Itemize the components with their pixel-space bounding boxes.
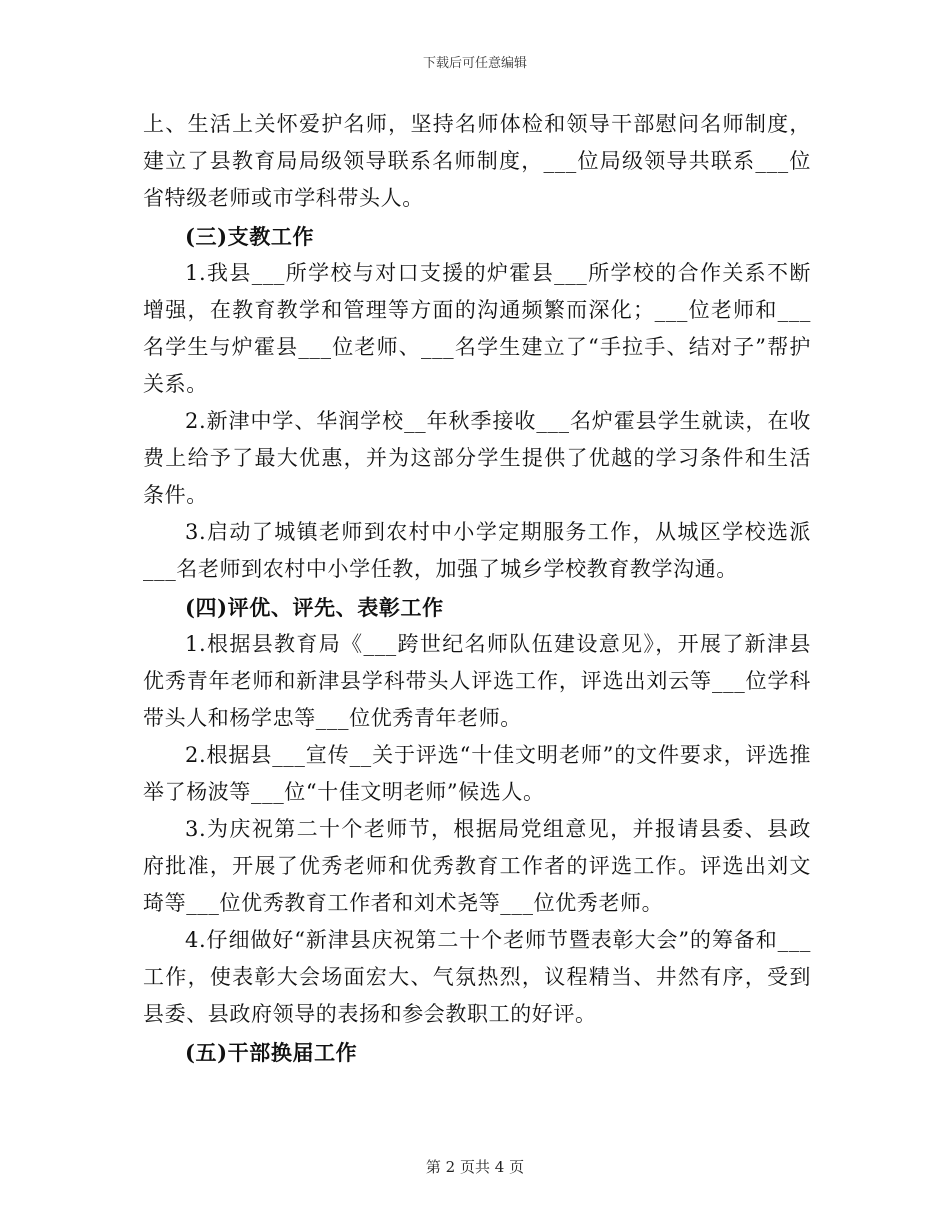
section-heading: (三)支教工作 — [185, 224, 315, 249]
paragraph: 2.新津中学、华润学校__年秋季接收___名炉霍县学生就读，在收费上给予了最大优惠，并为这部分学生提供了优越的学习条件和生活条件。 — [143, 409, 811, 507]
paragraph: 3.为庆祝第二十个老师节，根据局党组意见，并报请县委、县政府批准，开展了优秀老师和优秀教育工作者的评选工作。评选出刘文琦等___位优秀教育工作者和刘术尧等___位优秀老师。 — [143, 817, 811, 915]
document-body — [143, 106, 811, 1071]
page-footer: 第 2 页共 4 页 — [425, 1158, 525, 1176]
page-header: 下载后可任意编辑 — [422, 56, 527, 71]
section-heading: (五)干部换届工作 — [185, 1040, 358, 1065]
paragraph: 2.根据县___宣传__关于评选“十佳文明老师”的文件要求，评选推举了杨波等___位“十佳文明老师”候选人。 — [143, 743, 811, 804]
paragraph: 1.我县___所学校与对口支援的炉霍县___所学校的合作关系不断增强，在教育教学和管理等方面的沟通频繁而深化；___位老师和___名学生与炉霍县___位老师、___名学生建立了“手拉手、结对子”帮护关系。 — [143, 261, 811, 396]
paragraph: 上、生活上关怀爱护名师，坚持名师体检和领导干部慰问名师制度，建立了县教育局局级领导联系名师制度，___位局级领导共联系___位省特级老师或市学科带头人。 — [143, 112, 811, 210]
section-heading: (四)评优、评先、表彰工作 — [185, 595, 444, 620]
paragraph: 1.根据县教育局《___跨世纪名师队伍建设意见》，开展了新津县优秀青年老师和新津县学科带头人评选工作，评选出刘云等___位学科带头人和杨学忠等___位优秀青年老师。 — [143, 632, 811, 730]
paragraph: 4.仔细做好“新津县庆祝第二十个老师节暨表彰大会”的筹备和___工作，使表彰大会场面宏大、气氛热烈，议程精当、井然有序，受到县委、县政府领导的表扬和参会教职工的好评。 — [143, 928, 811, 1026]
paragraph: 3.启动了城镇老师到农村中小学定期服务工作，从城区学校选派___名老师到农村中小学任教，加强了城乡学校教育教学沟通。 — [143, 520, 811, 581]
